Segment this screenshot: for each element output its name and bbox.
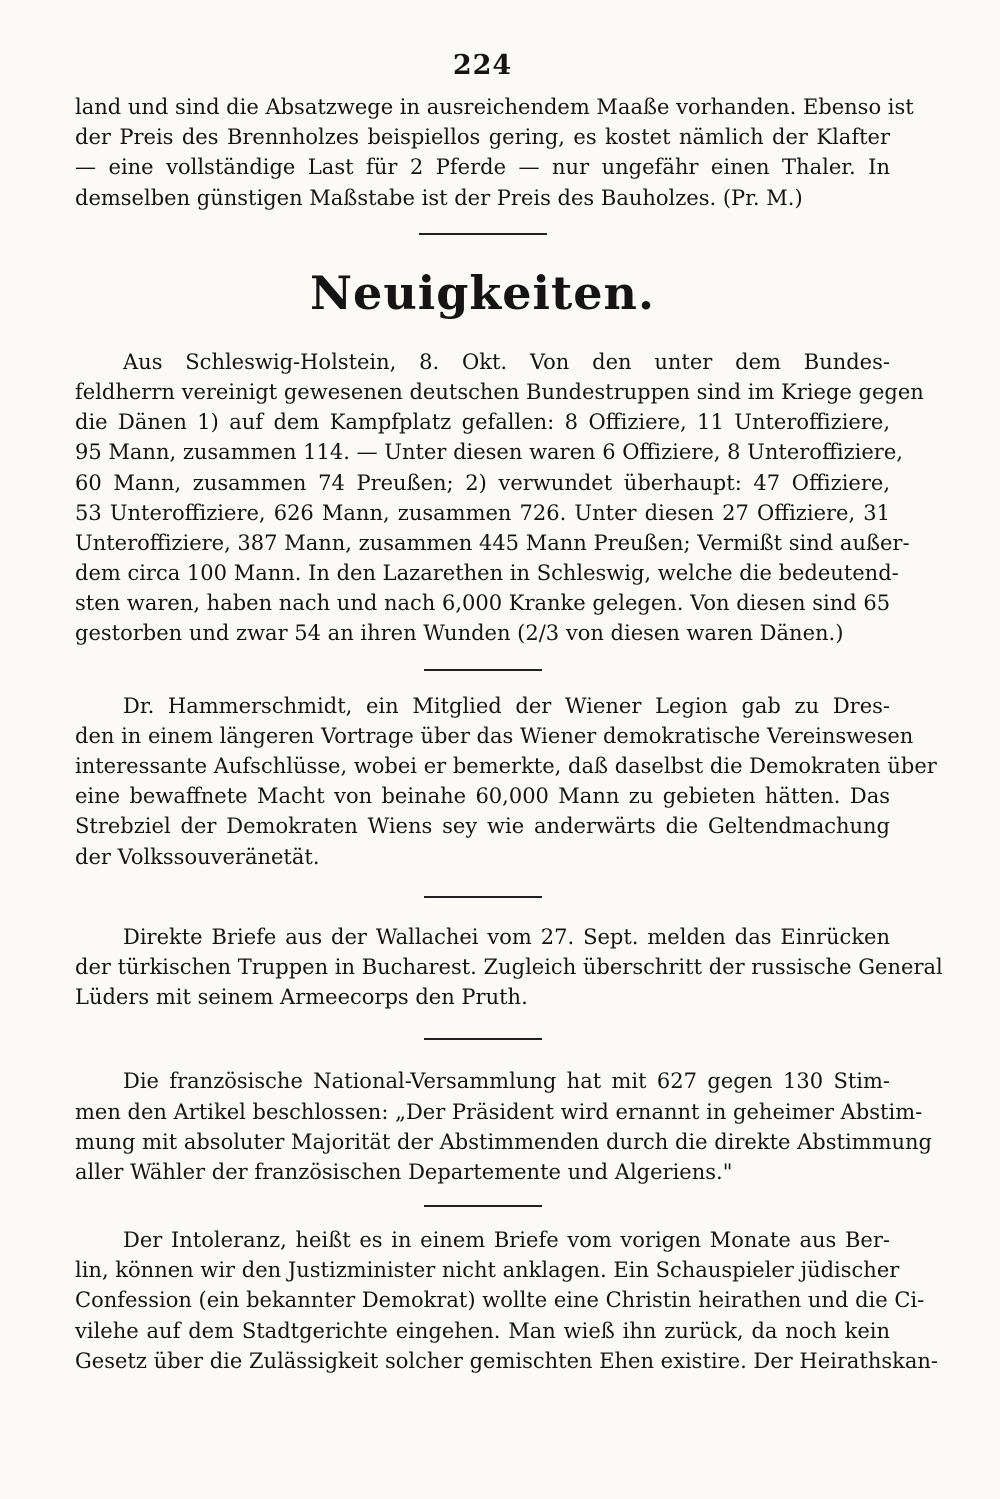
section-title: Neuigkeiten.: [310, 265, 655, 320]
spacer: [75, 649, 890, 669]
spacer: [75, 872, 890, 896]
text-line: den in einem längeren Vortrage über das Wiener demokratische Vereinswesen: [75, 723, 914, 748]
text-line: feldherrn vereinigt gewesenen deutschen Bundestruppen sind im Kriege gegen: [75, 379, 924, 404]
text-line: die Dänen 1) auf dem Kampfplatz gefallen: 8 Offiziere, 11 Unteroffiziere,: [75, 410, 890, 435]
text-line: 53 Unteroffiziere, 626 Mann, zusammen 726. Unter diesen 27 Offiziere, 31: [75, 500, 890, 525]
text-line: demselben günstigen Maßstabe ist der Preis des Bauholzes. (Pr. M.): [75, 185, 803, 210]
article-schleswig-holstein: [75, 347, 924, 649]
text-line: interessante Aufschlüsse, wobei er bemerkte, daß daselbst die Demokraten über: [75, 754, 937, 778]
text-line: der Preis des Brennholzes beispiellos gering, es kostet nämlich der Klafter: [75, 125, 890, 150]
spacer: [75, 1207, 890, 1225]
text-line: — eine vollständige Last für 2 Pferde — nur ungefähr einen Thaler. In: [75, 155, 890, 180]
article-wallachei: [75, 922, 943, 1013]
text-line: mung mit absoluter Majorität der Abstimmenden durch die direkte Abstimmung: [75, 1129, 932, 1154]
spacer: [75, 671, 890, 691]
text-line: men den Artikel beschlossen: „Der Präsident wird ernannt in geheimer Abstim-: [75, 1099, 923, 1124]
text-line: sten waren, haben nach und nach 6,000 Kranke gelegen. Von diesen sind 65: [75, 591, 891, 616]
text-line: gestorben und zwar 54 an ihren Wunden (2/3 von diesen waren Dänen.): [75, 621, 844, 646]
text-line: Gesetz über die Zulässigkeit solcher gemischten Ehen existire. Der Heirathskan-: [75, 1348, 939, 1373]
text-line: Die französische National-Versammlung hat mit 627 gegen 130 Stim-: [123, 1069, 890, 1094]
text-line: lin, können wir den Justizminister nicht anklagen. Ein Schauspieler jüdischer: [75, 1258, 900, 1283]
spacer: [75, 1040, 890, 1066]
spacer: [75, 898, 890, 922]
spacer: [75, 213, 890, 233]
text-line: 95 Mann, zusammen 114. — Unter diesen waren 6 Offiziere, 8 Unteroffiziere,: [75, 440, 903, 465]
text-line: der Volkssouveränetät.: [75, 844, 320, 869]
spacer: [75, 1187, 890, 1205]
page-number: 224: [452, 50, 513, 81]
article-hammerschmidt: [75, 691, 937, 872]
article-national-versammlung: [75, 1066, 932, 1187]
book-page: [75, 40, 943, 1376]
text-line: aller Wähler der französischen Departemente und Algeriens.": [75, 1159, 733, 1184]
text-line: Dr. Hammerschmidt, ein Mitglied der Wiener Legion gab zu Dres-: [123, 693, 890, 718]
spacer: [75, 235, 890, 257]
text-line: Der Intoleranz, heißt es in einem Briefe vom vorigen Monate aus Ber-: [123, 1228, 890, 1253]
article-intoleranz: [75, 1225, 939, 1376]
text-line: 60 Mann, zusammen 74 Preußen; 2) verwundet überhaupt: 47 Offiziere,: [75, 470, 890, 495]
text-line: vilehe auf dem Stadtgerichte eingehen. Man wieß ihn zurück, da noch kein: [75, 1318, 890, 1343]
text-line: Unteroffiziere, 387 Mann, zusammen 445 Mann Preußen; Vermißt sind außer-: [75, 530, 910, 555]
text-line: Confession (ein bekannter Demokrat) wollte eine Christin heirathen und die Ci-: [75, 1288, 925, 1313]
text-line: dem circa 100 Mann. In den Lazarethen in Schleswig, welche die bedeutend-: [75, 561, 899, 586]
text-line: land und sind die Absatzwege in ausreichendem Maaße vorhanden. Ebenso ist: [75, 95, 914, 119]
intro-paragraph: [75, 92, 914, 213]
text-line: Aus Schleswig-Holstein, 8. Okt. Von den unter dem Bundes-: [123, 349, 890, 374]
text-line: Direkte Briefe aus der Wallachei vom 27. Sept. melden das Einrücken: [123, 924, 890, 949]
text-line: der türkischen Truppen in Bucharest. Zugleich überschritt der russische General: [75, 954, 943, 979]
text-line: eine bewaffnete Macht von beinahe 60,000 Mann zu gebieten hätten. Das: [75, 784, 890, 809]
text-line: Lüders mit seinem Armeecorps den Pruth.: [75, 985, 528, 1010]
text-line: Strebziel der Demokraten Wiens sey wie anderwärts die Geltendmachung: [75, 814, 890, 839]
spacer: [75, 329, 890, 347]
spacer: [75, 1012, 890, 1038]
